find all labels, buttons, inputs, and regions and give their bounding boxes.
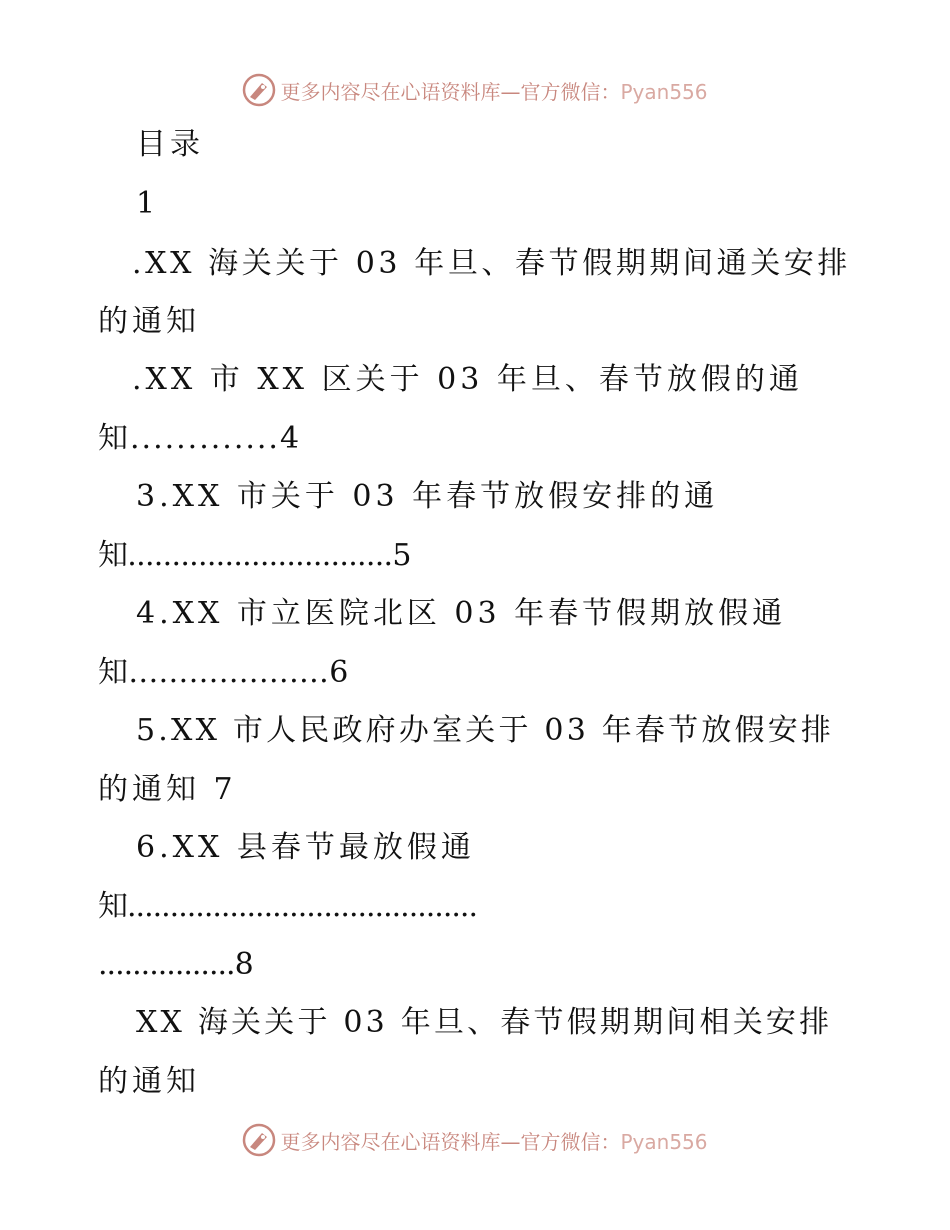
toc-line: ................8 xyxy=(98,947,253,982)
toc-line: 知......................................... xyxy=(98,889,477,924)
toc-line: 的通知 7 xyxy=(98,772,237,807)
toc-line: .XX 市 XX 区关于 03 年旦、春节放假的通 xyxy=(132,362,803,397)
toc-heading: 目录 xyxy=(136,127,204,162)
section-title-line: XX 海关关于 03 年旦、春节假期期间相关安排 xyxy=(136,1005,833,1040)
toc-line: 1 xyxy=(136,186,160,221)
toc-line: 知.............4 xyxy=(98,421,302,456)
section-title-line: 的通知 xyxy=(98,1064,200,1099)
watermark-text: 更多内容尽在心语资料库—官方微信：Pyan556 xyxy=(280,1129,708,1154)
toc-line: 6.XX 县春节最放假通 xyxy=(136,830,475,865)
toc-line: .XX 海关关于 03 年旦、春节假期期间通关安排 xyxy=(132,246,852,281)
toc-line: 知..............................5 xyxy=(98,538,411,573)
toc-line: 3.XX 市关于 03 年春节放假安排的通 xyxy=(136,479,719,514)
toc-line: 5.XX 市人民政府办室关于 03 年春节放假安排 xyxy=(136,713,835,748)
watermark-banner-bottom xyxy=(0,1120,950,1160)
pen-nib-logo-icon xyxy=(242,1123,276,1157)
watermark-text: 更多内容尽在心语资料库—官方微信：Pyan556 xyxy=(280,79,708,104)
toc-line: 知....................6 xyxy=(98,655,349,690)
toc-line: 4.XX 市立医院北区 03 年春节假期放假通 xyxy=(136,596,787,631)
toc-line: 的通知 xyxy=(98,304,200,339)
